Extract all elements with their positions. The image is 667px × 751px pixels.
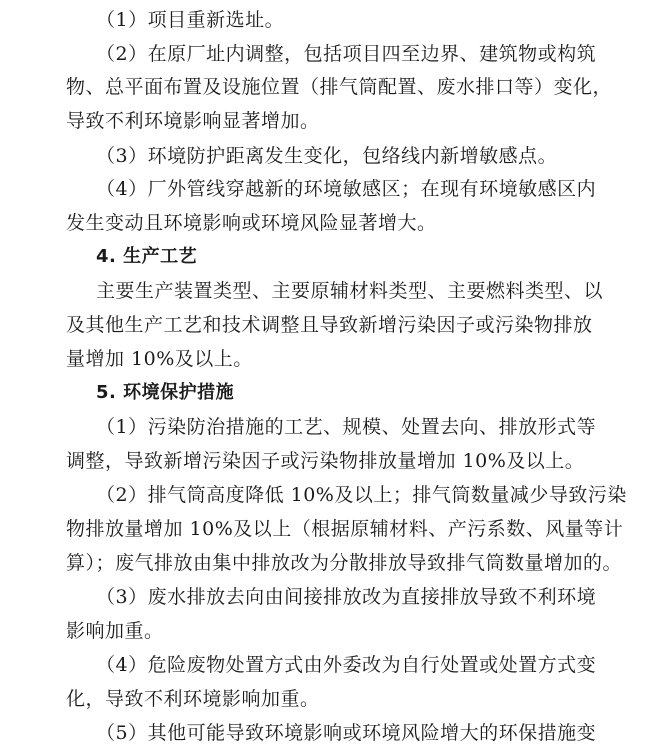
text-line: （4）厂外管线穿越新的环境敏感区；在现有环境敏感区内 — [96, 178, 597, 200]
text-line: （3）环境防护距离发生变化，包络线内新增敏感点。 — [96, 145, 558, 167]
section-heading: 5. 环境保护措施 — [96, 382, 235, 403]
text-line: 算）；废气排放由集中排放改为分散排放导致排气筒数量增加的。 — [66, 552, 623, 574]
text-line: （5）其他可能导致环境影响或环境风险增大的环保措施变 — [96, 722, 597, 744]
text-line: 及其他生产工艺和技术调整且导致新增污染因子或污染物排放 — [66, 314, 593, 336]
text-line: 量增加 10%及以上。 — [66, 348, 253, 370]
text-line: 物、总平面布置及设施位置（排气筒配置、废水排口等）变化， — [66, 76, 613, 98]
text-line: （1）污染防治措施的工艺、规模、处置去向、排放形式等 — [96, 416, 597, 438]
section-heading: 4. 生产工艺 — [96, 246, 198, 267]
text-line: 主要生产装置类型、主要原辅材料类型、主要燃料类型、以 — [96, 280, 604, 302]
text-line: （1）项目重新选址。 — [96, 9, 285, 31]
text-line: 影响加重。 — [66, 620, 164, 642]
text-line: （3）废水排放去向由间接排放改为直接排放导致不利环境 — [96, 586, 597, 608]
text-line: （2）在原厂址内调整，包括项目四至边界、建筑物或构筑 — [96, 43, 597, 65]
text-line: （2）排气筒高度降低 10%及以上；排气筒数量减少导致污染 — [96, 484, 627, 506]
text-line: 发生变动且环境影响或环境风险显著增大。 — [66, 212, 437, 234]
text-line: 化，导致不利环境影响加重。 — [66, 688, 320, 710]
text-line: 物排放量增加 10%及以上（根据原辅材料、产污系数、风量等计 — [66, 518, 624, 540]
text-line: （4）危险废物处置方式由外委改为自行处置或处置方式变 — [96, 654, 597, 676]
text-line: 导致不利环境影响显著增加。 — [66, 110, 320, 132]
text-line: 调整，导致新增污染因子或污染物排放量增加 10%及以上。 — [66, 450, 585, 472]
